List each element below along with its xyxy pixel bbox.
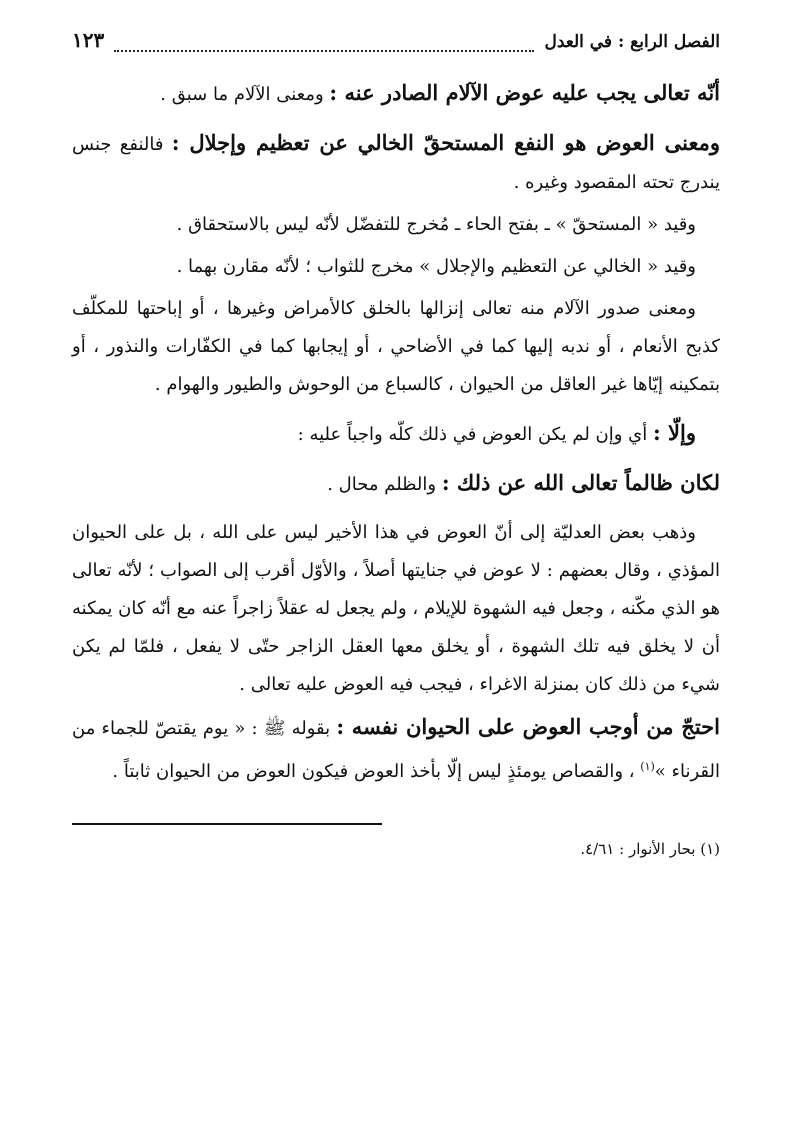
- paragraph-1-text: ومعنى الآلام ما سبق .: [160, 84, 330, 105]
- paragraph-2-text: فالنفع جنس يندرج تحته المقصود وغيره .: [72, 134, 720, 193]
- footnote-separator: [72, 823, 382, 825]
- paragraph-1-heading: أنّه تعالى يجب عليه عوض الآلام الصادر عنه :: [329, 80, 720, 105]
- paragraph-2: [72, 124, 720, 202]
- chapter-title: الفصل الرابع : في العدل: [544, 32, 720, 52]
- page-header: [72, 28, 720, 64]
- paragraph-1: [72, 74, 720, 114]
- paragraph-7: [72, 464, 720, 504]
- paragraph-9-text: ، والقصاص يومئذٍ ليس إلّا بأخذ العوض فيكون العوض من الحيوان ثابتاً .: [112, 761, 641, 782]
- page-number: ١٢٣: [72, 28, 105, 52]
- paragraph-5: ومعنى صدور الآلام منه تعالى إنزالها بالخلق كالأمراض وغيرها ، أو إباحتها للمكلّف كذبح الأنعام ، أو ندبه إليها كما في الأضاحي ، أو إيجابها كما في الكفّارات والنذور ، أو بتمكينه إيّاها غير العاقل من الحيوان ، كالسباع من الوحوش والطيور والهوام .: [72, 298, 720, 395]
- book-page: [72, 28, 720, 863]
- header-leader-dots: [114, 40, 534, 52]
- paragraph-7-text: والظلم محال .: [327, 474, 442, 495]
- paragraph-9-quote: بقوله ﷺ : « يوم يقتصّ للجماء من القرناء »: [72, 718, 720, 782]
- paragraph-8: وذهب بعض العدليّة إلى أنّ العوض في هذا الأخير ليس على الله ، بل على الحيوان المؤذي ، وقال بعضهم : لا عوض في جنايتها أصلاً ، والأوّل أقرب إلى الصواب ؛ لأنّه تعالى هو الذي مكّنه ، وجعل فيه الشهوة للإيلام ، ولم يجعل له عقلاً زاجراً عنه مع أنّه كان يمكنه أن لا يخلق فيه تلك الشهوة ، أو يخلق معها العقل الزاجر حتّى لا يفعل ، فلمّا لم يكن شيء من ذلك كان بمنزلة الاغراء ، فيجب فيه العوض عليه تعالى .: [72, 522, 720, 695]
- paragraph-9-heading: احتجّ من أوجب العوض على الحيوان نفسه :: [336, 714, 720, 739]
- footnote-ref: (١): [640, 760, 655, 773]
- paragraph-6: [72, 414, 720, 454]
- paragraph-7-heading: لكان ظالماً تعالى الله عن ذلك :: [441, 470, 720, 495]
- paragraph-6-heading: وإلّا :: [652, 420, 696, 445]
- paragraph-9: [72, 708, 720, 791]
- paragraph-4: وقيد « الخالي عن التعظيم والإجلال » مخرج للثواب ؛ لأنّه مقارن بهما .: [176, 256, 696, 277]
- paragraph-2-heading: ومعنى العوض هو النفع المستحقّ الخالي عن تعظيم وإجلال :: [171, 130, 720, 155]
- paragraph-3: وقيد « المستحقّ » ـ بفتح الحاء ـ مُخرج للتفضّل لأنّه ليس بالاستحقاق .: [176, 214, 696, 235]
- paragraph-6-text: أي وإن لم يكن العوض في ذلك كلّه واجباً عليه :: [297, 424, 653, 445]
- footnote-separator-wrap: [72, 795, 720, 825]
- footnote: (١) بحار الأنوار : ٤/٦١.: [580, 840, 720, 858]
